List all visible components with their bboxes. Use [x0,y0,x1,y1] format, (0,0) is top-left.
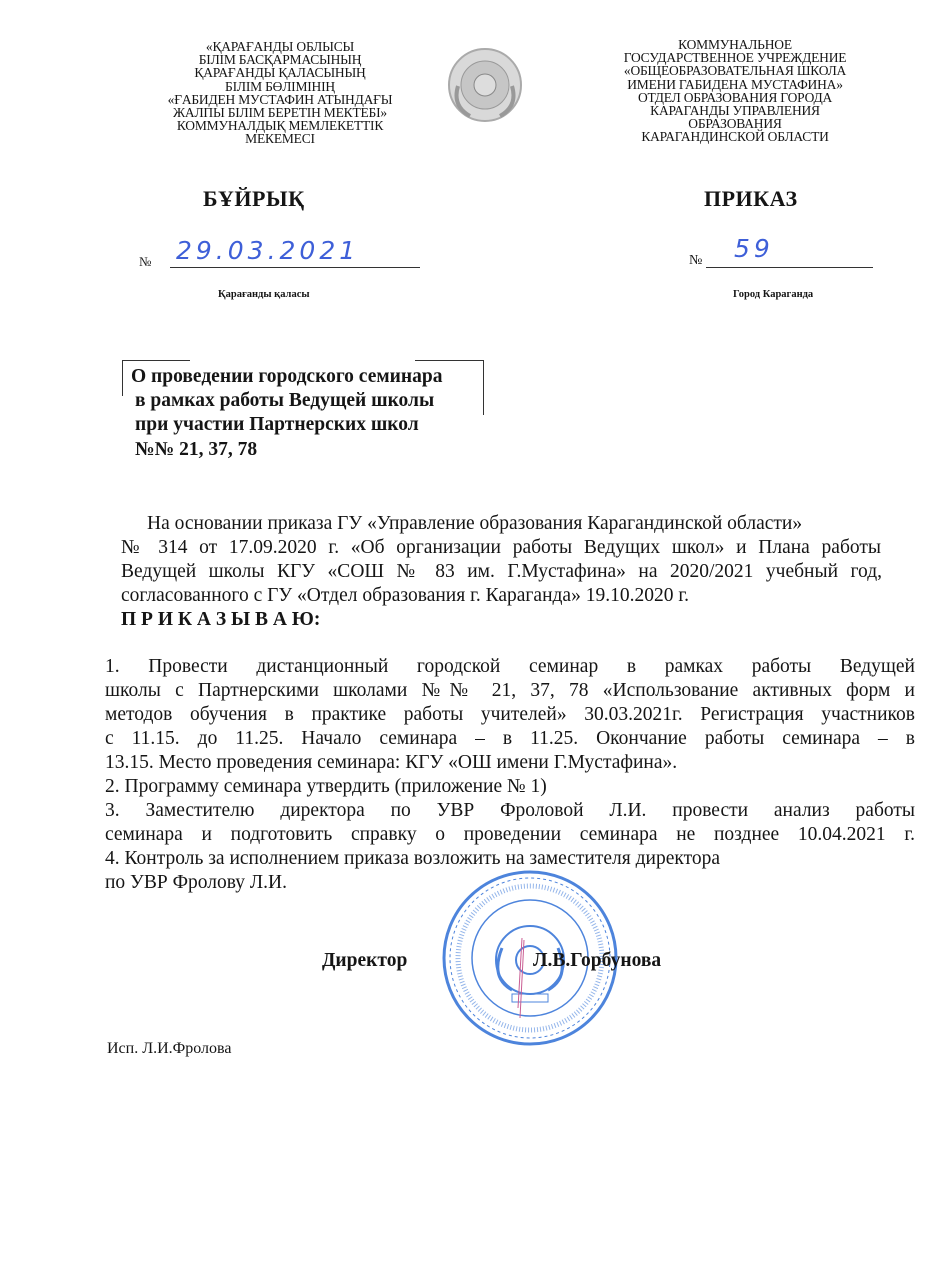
header-line: КАРАГАНДИНСКОЙ ОБЛАСТИ [641,129,829,145]
subject-line: О проведении городского семинара [131,366,443,387]
signature-name: Л.В.Горбунова [533,950,662,971]
state-emblem-icon [444,46,526,129]
header-line: ОБРАЗОВАНИЯ [688,116,782,132]
header-line: КАРАГАНДЫ УПРАВЛЕНИЯ [650,103,820,119]
preamble-line: Ведущей школы КГУ «СОШ № 83 им. Г.Мустафина» на 2020/2021 учебный год, [121,561,882,582]
preamble-line: согласованного с ГУ «Отдел образования г. Караганда» 19.10.2020 г. [121,585,690,606]
header-line: МЕКЕМЕСІ [245,131,315,147]
item-line: 13.15. Место проведения семинара: КГУ «ОШ имени Г.Мустафина». [105,752,678,773]
item-line: методов обучения в практике работы учителей» 30.03.2021г. Регистрация участников [105,704,915,725]
city-ru: Город Караганда [733,289,814,300]
item-line: 3. Заместителю директора по УВР Фроловой Л.И. провести анализ работы [105,800,915,821]
header-line: «ҚАРАҒАНДЫ ОБЛЫСЫ [205,39,355,54]
header-line: ГОСУДАРСТВЕННОЕ УЧРЕЖДЕНИЕ [623,50,847,66]
bracket-line [415,360,484,361]
item-line: по УВР Фролову Л.И. [105,872,287,893]
header-line: ҚАРАҒАНДЫ ҚАЛАСЫНЫҢ [194,65,366,81]
subject-line: при участии Партнерских школ [135,414,419,435]
subject-line: в рамках работы Ведущей школы [135,390,435,411]
header-line: БІЛІМ БАСҚАРМАСЫНЫҢ [198,52,362,68]
number-sign-right: № [689,253,703,268]
preamble-line: № 314 от 17.09.2020 г. «Об организации работы Ведущих школ» и Плана работы [121,537,881,558]
order-title-ru: ПРИКАЗ [704,186,798,211]
item-line: школы с Партнерскими школами №№ 21, 37, 78 «Использование активных форм и [105,680,915,701]
subject-line: №№ 21, 37, 78 [135,439,258,460]
city-kz: Қарағанды қаласы [218,289,310,300]
signature-position: Директор [322,950,408,971]
order-number-handwritten: 59 [734,234,774,263]
header-line: «ҒАБИДЕН МУСТАФИН АТЫНДАҒЫ [167,91,393,107]
order-title-kz: БҰЙРЫҚ [203,186,305,211]
item-line: 1. Провести дистанционный городской семинар в рамках работы Ведущей [105,656,915,677]
header-left-org-name [160,40,400,146]
date-underline [170,267,420,268]
number-sign-left: № [139,254,152,269]
item-line: 2. Программу семинара утвердить (приложение № 1) [105,776,547,797]
header-line: ОТДЕЛ ОБРАЗОВАНИЯ ГОРОДА [637,89,833,105]
item-line: семинара и подготовить справку о проведении семинара не позднее 10.04.2021 г. [105,824,915,845]
number-underline [706,267,873,268]
order-word: П Р И К А З Ы В А Ю: [121,609,321,630]
header-line: ЖАЛПЫ БІЛІМ БЕРЕТІН МЕКТЕБІ» [173,105,387,121]
header-line: «ОБЩЕОБРАЗОВАТЕЛЬНАЯ ШКОЛА [623,63,847,79]
bracket-line [122,360,123,396]
executor: Исп. Л.И.Фролова [107,1040,232,1057]
bracket-line [483,360,484,415]
item-line: с 11.15. до 11.25. Начало семинара – в 11.25. Окончание работы семинара – в [105,728,915,749]
header-line: ИМЕНИ ГАБИДЕНА МУСТАФИНА» [627,76,843,92]
preamble-line: На основании приказа ГУ «Управление образования Карагандинской области» [147,513,803,534]
header-line: БІЛІМ БӨЛІМІНІҢ [225,78,335,94]
order-date-handwritten: 29.03.2021 [176,236,360,265]
header-right-org-name [595,38,875,144]
item-line: 4. Контроль за исполнением приказа возложить на заместителя директора [105,848,721,869]
header-line: КОММУНАЛЬНОЕ [678,37,792,52]
header-line: КОММУНАЛДЫҚ МЕМЛЕКЕТТІК [176,118,384,134]
bracket-line [122,360,190,361]
